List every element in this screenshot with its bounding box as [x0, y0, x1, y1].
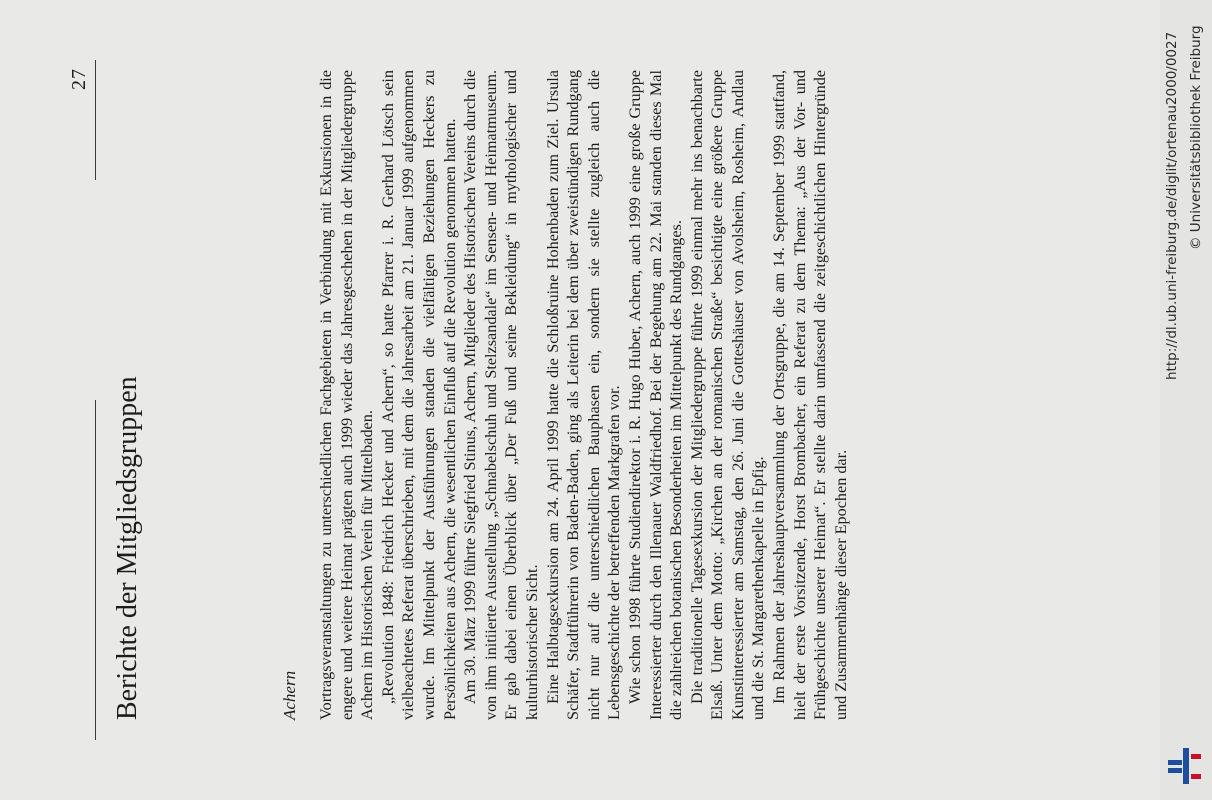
paragraph: Die traditionelle Tagesexkursion der Mitgliedergruppe führte 1999 einmal mehr ins benachbarte Elsaß. Unter dem Motto: „Kirchen an der romanischen Straße“ besichtigte eine größere Gruppe Kunstinteressierter am Samstag, den 26. Juni die Gotteshäuser von Avolsheim, Rosheim, Andlau und die St. Margarethenkapelle in Epfig.	[687, 70, 768, 720]
source-url-link[interactable]: http://dl.ub.uni-freiburg.de/diglit/ortenau2000/0027	[1164, 31, 1180, 380]
paragraph: Am 30. März 1999 führte Siegfried Stinus, Achern, Mitglieder des Historischen Vereins durch die von ihm initiierte Ausstellung „Schnabelschuh und Stelzsandale“ im Sensen- und Heimatmuseum. Er gab dabei einen Überblick über „Der Fuß und seine Bekleidung“ in mythologischer und kulturhistorischer Sicht.	[461, 70, 541, 720]
paragraph: Im Rahmen der Jahreshauptversammlung der Ortsgruppe, die am 14. September 1999 stattfand, hielt der erste Vorsitzende, Horst Brombacher, ein Referat zu dem Thema: „Aus der Vor- und Frühgeschichte unserer Heimat“. Er stellte darin umfassend die zeitgeschichtlichen Hintergründe und Zusammenhänge dieser Epochen dar.	[770, 70, 850, 720]
copyright-notice: © Universitätsbibliothek Freiburg	[1188, 25, 1204, 250]
logo-bar-top	[1168, 760, 1182, 765]
logo-bar-bottom	[1168, 768, 1182, 773]
paragraph: Eine Halbtagsexkursion am 24. April 1999 hatte die Schloßruine Hohenbaden zum Ziel. Ursula Schäfer, Stadtführerin von Baden-Baden, ging als Leiterin bei dem über zweistündigen Rundgang nicht nur auf die unterschiedlichen Bauphasen ein, sondern sie stellte zugleich auch die Lebensgeschichte der betreffenden Markgrafen vor.	[543, 70, 624, 720]
header-rule-right	[95, 60, 96, 180]
paragraph: Vortragsveranstaltungen zu unterschiedlichen Fachgebieten in Verbindung mit Exkursionen in die engere und weitere Heimat prägten auch 1999 wieder das Jahresgeschehen in der Mitgliedergruppe Achern im Historischen Verein für Mittelbaden.	[317, 70, 377, 720]
paragraph: „Revolution 1848: Friedrich Hecker und Achern“, so hatte Pfarrer i. R. Gerhard Lötsch sein vielbeachtetes Referat überschrieben, mit dem die Jahresarbeit am 21. Januar 1999 aufgenommen wurde. Im Mittelpunkt der Ausführungen standen die vielfältigen Beziehungen Heckers zu Persönlichkeiten aus Achern, die wesentlichen Einfluß auf die Revolution genommen hatten.	[378, 70, 459, 720]
page-title: Berichte der Mitgliedsgruppen	[112, 376, 143, 720]
article-body	[316, 70, 851, 720]
sidebar-text-group	[1160, 0, 1212, 800]
logo-bar-vertical	[1183, 748, 1189, 784]
logo-bar-red-top	[1191, 754, 1201, 759]
library-logo-icon	[1166, 746, 1206, 786]
header-rule-left	[95, 400, 96, 740]
page-number: 27	[68, 68, 90, 90]
logo-bar-red-bottom	[1191, 774, 1201, 779]
paragraph: Wie schon 1998 führte Studiendirektor i. R. Hugo Huber, Achern, auch 1999 eine große Gruppe Interessierter durch den Illenauer Waldfriedhof. Bei der Begehung am 22. Mai standen dieses Mal die zahlreichen botanischen Besonderheiten im Mittelpunkt des Rundganges.	[625, 70, 686, 720]
library-sidebar	[1160, 0, 1212, 800]
section-heading: Achern	[280, 670, 299, 720]
